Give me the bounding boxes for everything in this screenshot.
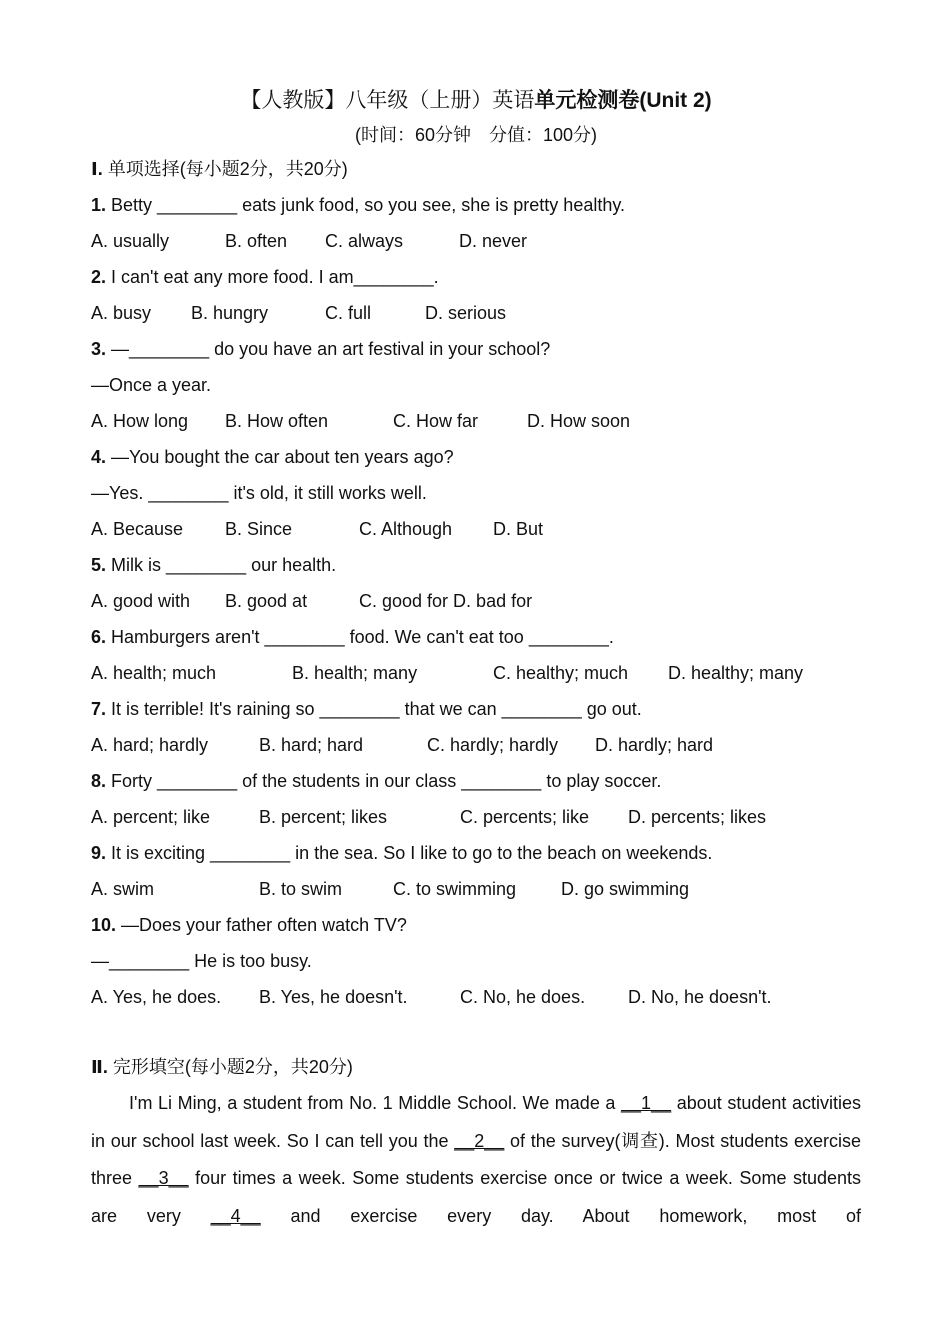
- answer-option[interactable]: C. always: [325, 231, 404, 251]
- answer-option[interactable]: B. Since: [225, 519, 293, 539]
- question-text: —________ He is too busy.: [91, 951, 312, 971]
- cloze-blank-4: __4__: [210, 1205, 261, 1226]
- answer-options: [91, 727, 861, 763]
- answer-option[interactable]: D. go swimming: [561, 879, 690, 899]
- answer-option[interactable]: A. usually: [91, 231, 170, 251]
- passage-text: I'm Li Ming, a student from No. 1 Middle School. We made a: [129, 1093, 622, 1113]
- question-text: —You bought the car about ten years ago?: [106, 447, 454, 467]
- answer-options: [91, 511, 861, 547]
- exam-info: (时间：60分钟 分值：100分): [354, 125, 598, 145]
- answer-options: [91, 871, 861, 907]
- answer-option[interactable]: A. How long: [91, 411, 189, 431]
- question-number: 3.: [91, 339, 107, 359]
- cloze-blank-2: __2__: [454, 1130, 505, 1151]
- question-text: It is terrible! It's raining so ________ that we can ________ go out.: [106, 699, 642, 719]
- question-stem: [91, 439, 861, 475]
- answer-option[interactable]: D. hardly; hard: [595, 735, 714, 755]
- answer-option[interactable]: B. How often: [225, 411, 329, 431]
- title-prefix: 【人教版】八年级（上册）英语: [240, 89, 535, 112]
- answer-option[interactable]: C. How far: [393, 411, 479, 431]
- answer-option[interactable]: D. How soon: [527, 411, 631, 431]
- section-1-number: Ⅰ.: [91, 159, 103, 179]
- question-text: I can't eat any more food. I am________.: [106, 267, 439, 287]
- question-text: Milk is ________ our health.: [106, 555, 337, 575]
- answer-option[interactable]: B. hungry: [191, 303, 269, 323]
- question-number: 5.: [91, 555, 107, 575]
- question-stem: [91, 259, 861, 295]
- answer-option[interactable]: A. health; much: [91, 663, 217, 683]
- answer-options: [91, 223, 861, 259]
- question-dialogue-line: [91, 475, 861, 511]
- answer-option[interactable]: C. good for D. bad for: [359, 591, 533, 611]
- question-number: 7.: [91, 699, 107, 719]
- question-text: Hamburgers aren't ________ food. We can't eat too ________.: [106, 627, 614, 647]
- section-1-title: 单项选择(每小题2分，共20分): [102, 159, 348, 179]
- answer-options: [91, 295, 861, 331]
- answer-option[interactable]: C. Although: [359, 519, 453, 539]
- passage-text: of the survey(调查). Most students exercise three: [91, 1130, 861, 1188]
- section-2-heading: [91, 1049, 861, 1085]
- question-stem: [91, 691, 861, 727]
- answer-option[interactable]: C. No, he does.: [460, 987, 586, 1007]
- passage-text: about student activities in our school last week. So I can tell you the: [91, 1093, 861, 1151]
- cloze-blank-1: __1__: [621, 1093, 672, 1113]
- section-gap: [91, 1015, 861, 1049]
- question-stem: [91, 619, 861, 655]
- question-text: —Yes. ________ it's old, it still works well.: [91, 483, 427, 503]
- question-list: [91, 187, 861, 1015]
- cloze-blank-3: __3__: [138, 1168, 189, 1188]
- question-dialogue-line: [91, 943, 861, 979]
- question-number: 1.: [91, 195, 107, 215]
- answer-options: [91, 979, 861, 1015]
- answer-options: [91, 403, 861, 439]
- question-stem: [91, 835, 861, 871]
- question-dialogue-line: [91, 367, 861, 403]
- question-number: 8.: [91, 771, 107, 791]
- question-text: Betty ________ eats junk food, so you see, she is pretty healthy.: [106, 195, 626, 215]
- title-suffix: 单元检测卷(Unit 2): [534, 89, 712, 112]
- question-stem: [91, 187, 861, 223]
- answer-option[interactable]: C. healthy; much: [493, 663, 629, 683]
- question-number: 2.: [91, 267, 107, 287]
- answer-option[interactable]: D. But: [493, 519, 544, 539]
- answer-options: [91, 799, 861, 835]
- question-stem: [91, 907, 861, 943]
- answer-option[interactable]: D. serious: [425, 303, 507, 323]
- question-stem: [91, 331, 861, 367]
- question-text: It is exciting ________ in the sea. So I like to go to the beach on weekends.: [106, 843, 713, 863]
- answer-option[interactable]: B. often: [225, 231, 288, 251]
- section-2-title: 完形填空(每小题2分，共20分): [107, 1057, 353, 1077]
- answer-option[interactable]: D. never: [459, 231, 528, 251]
- passage-text: four times a week. Some students exercise once or twice a week. Some students are very: [91, 1168, 862, 1226]
- answer-option[interactable]: B. percent; likes: [259, 807, 388, 827]
- document-title: [91, 84, 861, 118]
- question-number: 10.: [91, 915, 117, 935]
- question-number: 4.: [91, 447, 107, 467]
- answer-options: [91, 583, 861, 619]
- question-number: 6.: [91, 627, 107, 647]
- question-text: —Does your father often watch TV?: [116, 915, 407, 935]
- answer-option[interactable]: C. full: [325, 303, 372, 323]
- answer-option[interactable]: A. swim: [91, 879, 154, 899]
- answer-option[interactable]: B. to swim: [259, 879, 343, 899]
- question-text: —Once a year.: [91, 375, 212, 395]
- section-2-number: Ⅱ.: [91, 1057, 108, 1077]
- answer-option[interactable]: B. Yes, he doesn't.: [259, 987, 408, 1007]
- answer-option[interactable]: B. hard; hard: [259, 735, 364, 755]
- answer-option[interactable]: A. good with: [91, 591, 191, 611]
- question-number: 9.: [91, 843, 107, 863]
- answer-option[interactable]: A. Because: [91, 519, 184, 539]
- section-1-heading: [91, 151, 861, 187]
- passage-text: and exercise every day. About homework, most of: [260, 1205, 861, 1226]
- answer-options: [91, 655, 861, 691]
- answer-option[interactable]: B. health; many: [292, 663, 418, 683]
- question-text: —________ do you have an art festival in your school?: [106, 339, 551, 359]
- answer-option[interactable]: D. No, he doesn't.: [628, 987, 772, 1007]
- question-stem: [91, 547, 861, 583]
- answer-option[interactable]: A. percent; like: [91, 807, 211, 827]
- document-page: [91, 80, 861, 1235]
- answer-option[interactable]: C. percents; like: [460, 807, 590, 827]
- answer-option[interactable]: D. healthy; many: [668, 663, 804, 683]
- answer-option[interactable]: A. Yes, he does.: [91, 987, 222, 1007]
- answer-option[interactable]: C. to swimming: [393, 879, 517, 899]
- answer-option[interactable]: D. percents; likes: [628, 807, 767, 827]
- question-text: Forty ________ of the students in our class ________ to play soccer.: [106, 771, 662, 791]
- answer-option[interactable]: A. hard; hardly: [91, 735, 209, 755]
- cloze-passage: [91, 1085, 861, 1235]
- answer-option[interactable]: A. busy: [91, 303, 152, 323]
- question-stem: [91, 763, 861, 799]
- answer-option[interactable]: C. hardly; hardly: [427, 735, 559, 755]
- answer-option[interactable]: B. good at: [225, 591, 308, 611]
